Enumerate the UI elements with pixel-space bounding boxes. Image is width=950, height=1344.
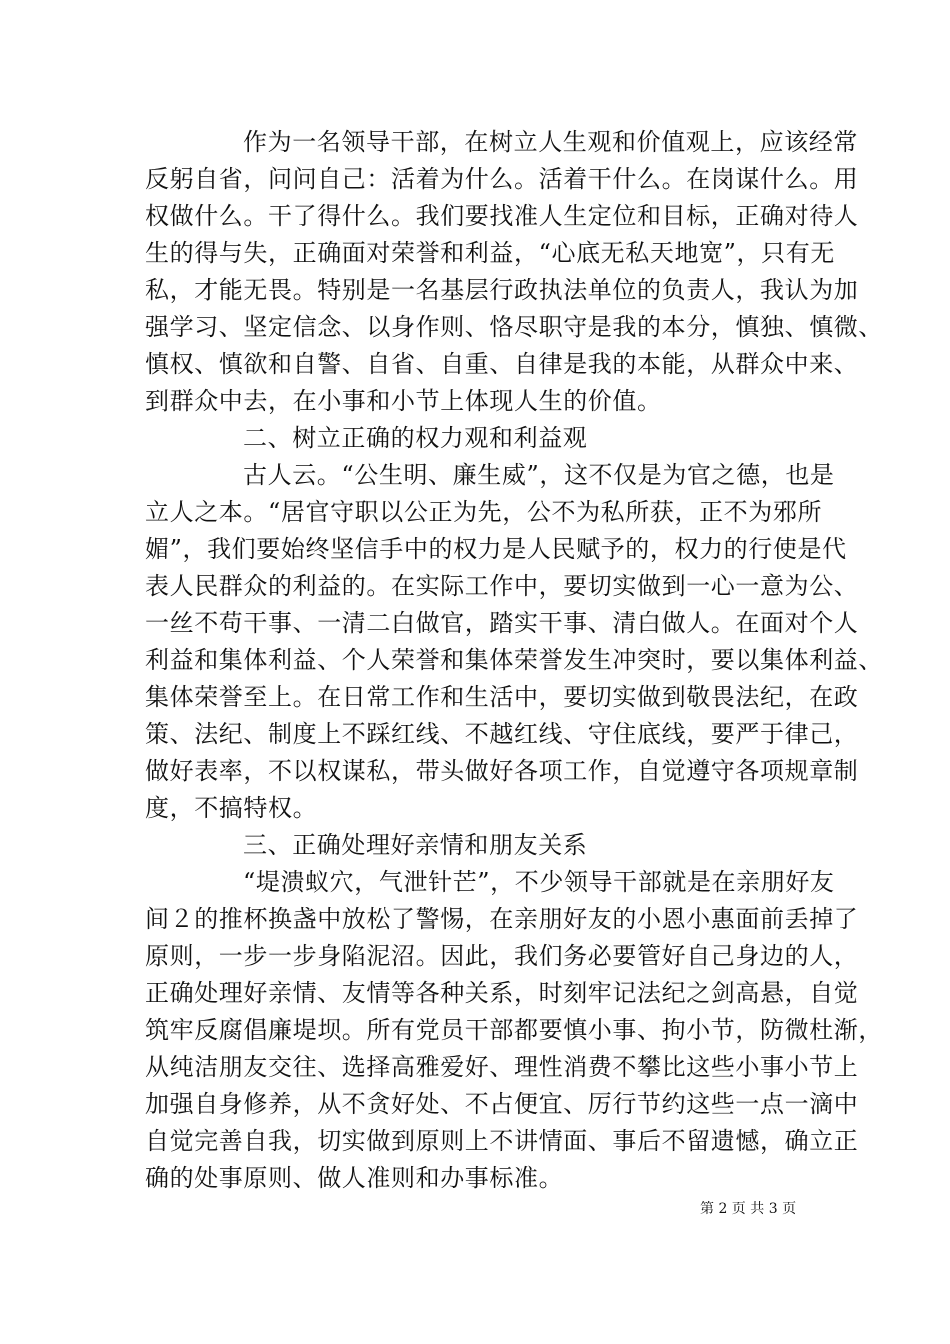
paragraph-line: 加强自身修养，从不贪好处、不占便宜、厉行节约这些一点一滴中	[145, 1090, 859, 1118]
paragraph-line: 度，不搞特权。	[145, 794, 318, 822]
paragraph-line: 慎权、慎欲和自警、自省、自重、自律是我的本能，从群众中来、	[145, 350, 859, 378]
paragraph-line: “堤溃蚁穴，气泄针芒”，不少领导干部就是在亲朋好友	[243, 868, 835, 896]
paragraph-line: 正确处理好亲情、友情等各种关系，时刻牢记法纪之剑高悬，自觉	[145, 979, 859, 1007]
page-number-footer: 第 2 页 共 3 页	[700, 1201, 797, 1217]
paragraph-line: 私，才能无畏。特别是一名基层行政执法单位的负责人，我认为加	[145, 276, 859, 304]
paragraph-line: 表人民群众的利益的。在实际工作中，要切实做到一心一意为公、	[145, 572, 859, 600]
paragraph-line: 生的得与失，正确面对荣誉和利益，“心底无私天地宽”，只有无	[145, 239, 835, 267]
paragraph-line: 强学习、坚定信念、以身作则、恪尽职守是我的本分，慎独、慎微、	[145, 313, 883, 341]
paragraph-line: 间２的推杯换盏中放松了警惕，在亲朋好友的小恩小惠面前丢掉了	[145, 905, 859, 933]
paragraph-line: 筑牢反腐倡廉堤坝。所有党员干部都要慎小事、拘小节，防微杜渐，	[145, 1016, 883, 1044]
paragraph-line: 到群众中去，在小事和小节上体现人生的价值。	[145, 387, 662, 415]
paragraph-line: 古人云。“公生明、廉生威”，这不仅是为官之德，也是	[243, 461, 835, 489]
paragraph-line: 策、法纪、制度上不踩红线、不越红线、守住底线，要严于律己，	[145, 720, 859, 748]
paragraph-line: 自觉完善自我，切实做到原则上不讲情面、事后不留遗憾，确立正	[145, 1127, 859, 1155]
paragraph-line: 反躬自省，问问自己：活着为什么。活着干什么。在岗谋什么。用	[145, 165, 859, 193]
paragraph-line: 集体荣誉至上。在日常工作和生活中，要切实做到敬畏法纪，在政	[145, 683, 859, 711]
section-heading: 三、正确处理好亲情和朋友关系	[243, 831, 588, 859]
paragraph-line: 立人之本。“居官守职以公正为先，公不为私所获，正不为邪所	[145, 498, 823, 526]
paragraph-line: 原则，一步一步身陷泥沼。因此，我们务必要管好自己身边的人，	[145, 942, 859, 970]
paragraph-line: 做好表率，不以权谋私，带头做好各项工作，自觉遵守各项规章制	[145, 757, 859, 785]
section-heading: 二、树立正确的权力观和利益观	[243, 424, 588, 452]
paragraph-line: 权做什么。干了得什么。我们要找准人生定位和目标，正确对待人	[145, 202, 859, 230]
document-body	[145, 124, 883, 1197]
paragraph-line: 媚”，我们要始终坚信手中的权力是人民赋予的，权力的行使是代	[145, 535, 847, 563]
paragraph-line: 作为一名领导干部，在树立人生观和价值观上，应该经常	[243, 128, 858, 156]
paragraph-line: 从纯洁朋友交往、选择高雅爱好、理性消费不攀比这些小事小节上	[145, 1053, 859, 1081]
paragraph-line: 一丝不苟干事、一清二白做官，踏实干事、清白做人。在面对个人	[145, 609, 859, 637]
paragraph-line: 利益和集体利益、个人荣誉和集体荣誉发生冲突时，要以集体利益、	[145, 646, 883, 674]
paragraph-line: 确的处事原则、做人准则和办事标准。	[145, 1164, 564, 1192]
